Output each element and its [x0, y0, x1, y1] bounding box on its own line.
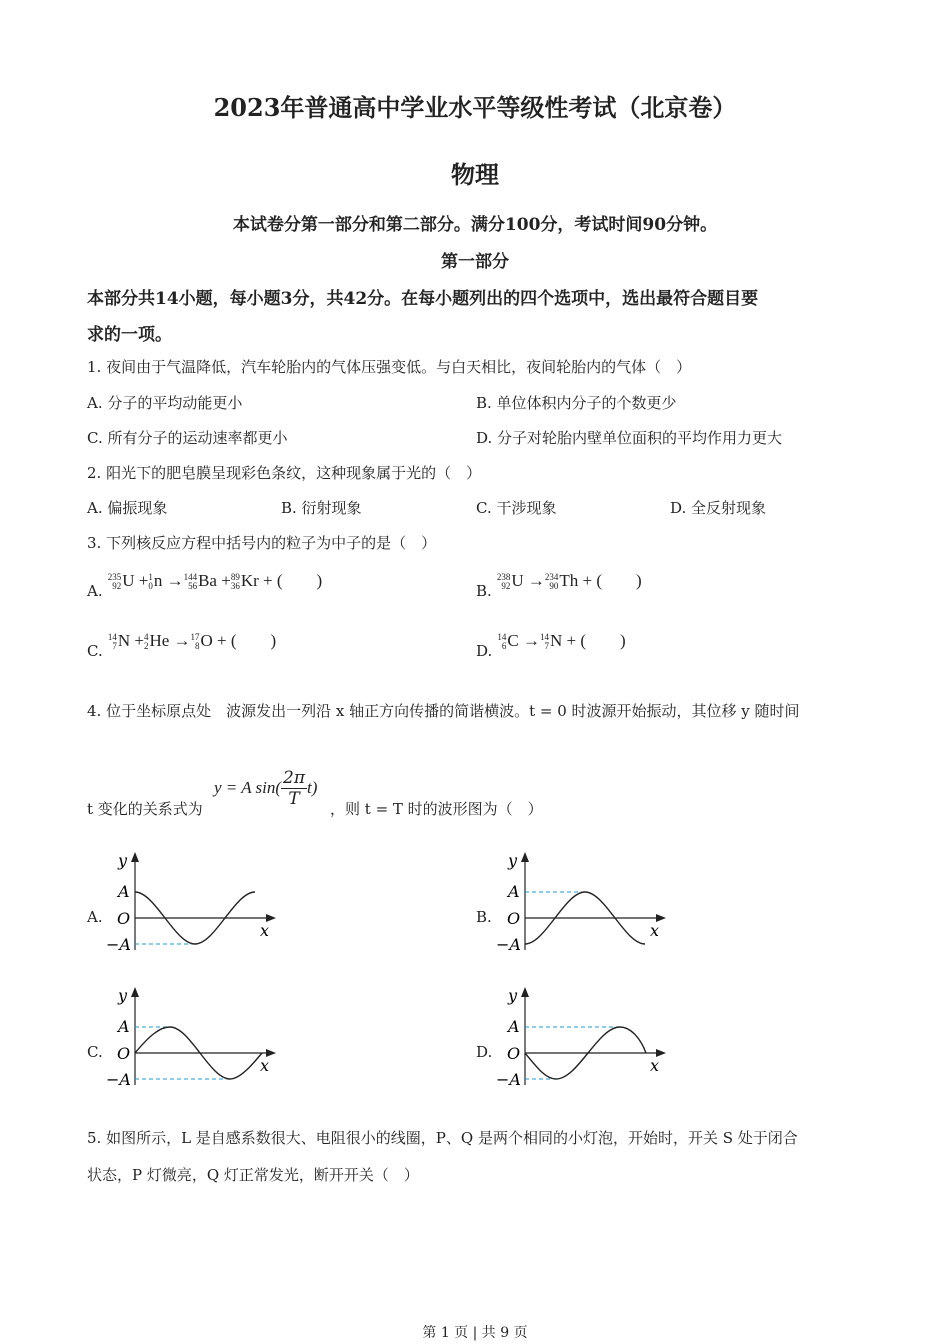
q2-option-b[interactable]: B. 衍射现象 — [281, 499, 362, 517]
part-intro-line2: 求的一项。 — [87, 325, 172, 345]
tick-A: A — [118, 882, 130, 901]
q4-option-b-label[interactable]: B. — [476, 908, 492, 926]
formula-fraction — [281, 768, 307, 809]
exam-notice: 本试卷分第一部分和第二部分。满分100分，考试时间90分钟。 — [232, 215, 718, 235]
tick-negA: −A — [106, 1070, 131, 1089]
q2-stem: 2. 阳光下的肥皂膜呈现彩色条纹，这种现象属于光的（ ） — [87, 464, 482, 482]
formula-numerator: 2π — [283, 768, 306, 788]
q3-option-d-label: D. — [476, 642, 493, 660]
q4-option-c-label[interactable]: C. — [87, 1043, 103, 1061]
q1-option-c[interactable]: C. 所有分子的运动速率都更小 — [87, 429, 288, 447]
tick-O: O — [117, 909, 131, 928]
q2-option-d[interactable]: D. 全反射现象 — [670, 499, 767, 517]
tick-O: O — [507, 909, 521, 928]
axis-y-label: y — [118, 851, 128, 870]
formula-y: y = A sin( — [214, 778, 282, 797]
q4-option-b-graph[interactable] — [490, 850, 670, 960]
q4-option-a-graph[interactable] — [100, 850, 280, 960]
q3-option-a-equation: 235 92 U + 1 0 n → 144 56 Ba + 89 36 Kr + ( ) — [107, 571, 323, 592]
tick-negA: −A — [106, 935, 131, 954]
tick-A: A — [118, 1017, 130, 1036]
formula-t: t) — [307, 778, 318, 797]
axis-y-label: y — [508, 851, 518, 870]
q4-option-c-graph[interactable] — [100, 985, 280, 1095]
q4-option-d-label[interactable]: D. — [476, 1043, 493, 1061]
formula-denominator: T — [288, 789, 300, 809]
q3-option-b-label: B. — [476, 582, 492, 600]
part-intro-line1: 本部分共14小题，每小题3分，共42分。在每小题列出的四个选项中，选出最符合题目要 — [87, 289, 759, 309]
tick-O: O — [117, 1044, 131, 1063]
tick-negA: −A — [496, 1070, 521, 1089]
axis-x-label: x — [260, 1056, 270, 1075]
exam-title: 2023年普通高中学业水平等级性考试（北京卷） — [213, 93, 737, 122]
q1-stem: 1. 夜间由于气温降低，汽车轮胎内的气体压强变低。与白天相比，夜间轮胎内的气体（ ） — [87, 358, 692, 376]
q5-stem-line1: 5. 如图所示，L 是自感系数很大、电阻很小的线圈，P、Q 是两个相同的小灯泡，开始时，开关 S 处于闭合 — [87, 1129, 798, 1147]
axis-x-label: x — [260, 921, 270, 940]
part-title: 第一部分 — [441, 252, 509, 272]
subject-title: 物理 — [451, 160, 499, 189]
q1-option-b[interactable]: B. 单位体积内分子的个数更少 — [476, 394, 677, 412]
q3-option-a-label: A. — [87, 582, 103, 600]
q4-option-a-label[interactable]: A. — [87, 908, 103, 926]
q3-option-b[interactable] — [476, 566, 642, 600]
tick-A: A — [508, 882, 520, 901]
q1-option-a[interactable]: A. 分子的平均动能更小 — [87, 394, 243, 412]
q2-option-c[interactable]: C. 干涉现象 — [476, 499, 557, 517]
q4-option-d-graph[interactable] — [490, 985, 670, 1095]
tick-A: A — [508, 1017, 520, 1036]
q3-option-d-equation: 14 6 C → 14 7 N + ( ) — [497, 631, 626, 652]
tick-O: O — [507, 1044, 521, 1063]
q3-option-d[interactable] — [476, 626, 626, 660]
q3-option-a[interactable] — [87, 566, 322, 600]
q3-option-c-equation: 14 7 N + 4 2 He → 17 8 O + ( ) — [107, 631, 277, 652]
axis-x-label: x — [650, 1056, 660, 1075]
axis-y-label: y — [508, 986, 518, 1005]
q3-option-c-label: C. — [87, 642, 103, 660]
q4-formula — [214, 768, 317, 809]
axis-x-label: x — [650, 921, 660, 940]
tick-negA: −A — [496, 935, 521, 954]
q5-stem-line2: 状态，P 灯微亮，Q 灯正常发光，断开开关（ ） — [87, 1166, 419, 1184]
q3-option-b-equation: 238 92 U → 234 90 Th + ( ) — [496, 571, 642, 592]
q3-stem: 3. 下列核反应方程中括号内的粒子为中子的是（ ） — [87, 534, 437, 552]
q4-stem-line2-prefix: t 变化的关系式为 — [87, 800, 203, 818]
page-footer: 第 1 页 | 共 9 页 — [422, 1325, 528, 1341]
axis-y-label: y — [118, 986, 128, 1005]
q4-stem-line1: 4. 位于坐标原点处 波源发出一列沿 x 轴正方向传播的简谐横波。t = 0 时波源开始振动，其位移 y 随时间 — [87, 702, 800, 720]
q4-stem-line2-suffix: ，则 t = T 时的波形图为（ ） — [330, 800, 543, 818]
q2-option-a[interactable]: A. 偏振现象 — [87, 499, 168, 517]
q1-option-d[interactable]: D. 分子对轮胎内壁单位面积的平均作用力更大 — [476, 429, 783, 447]
q3-option-c[interactable] — [87, 626, 276, 660]
